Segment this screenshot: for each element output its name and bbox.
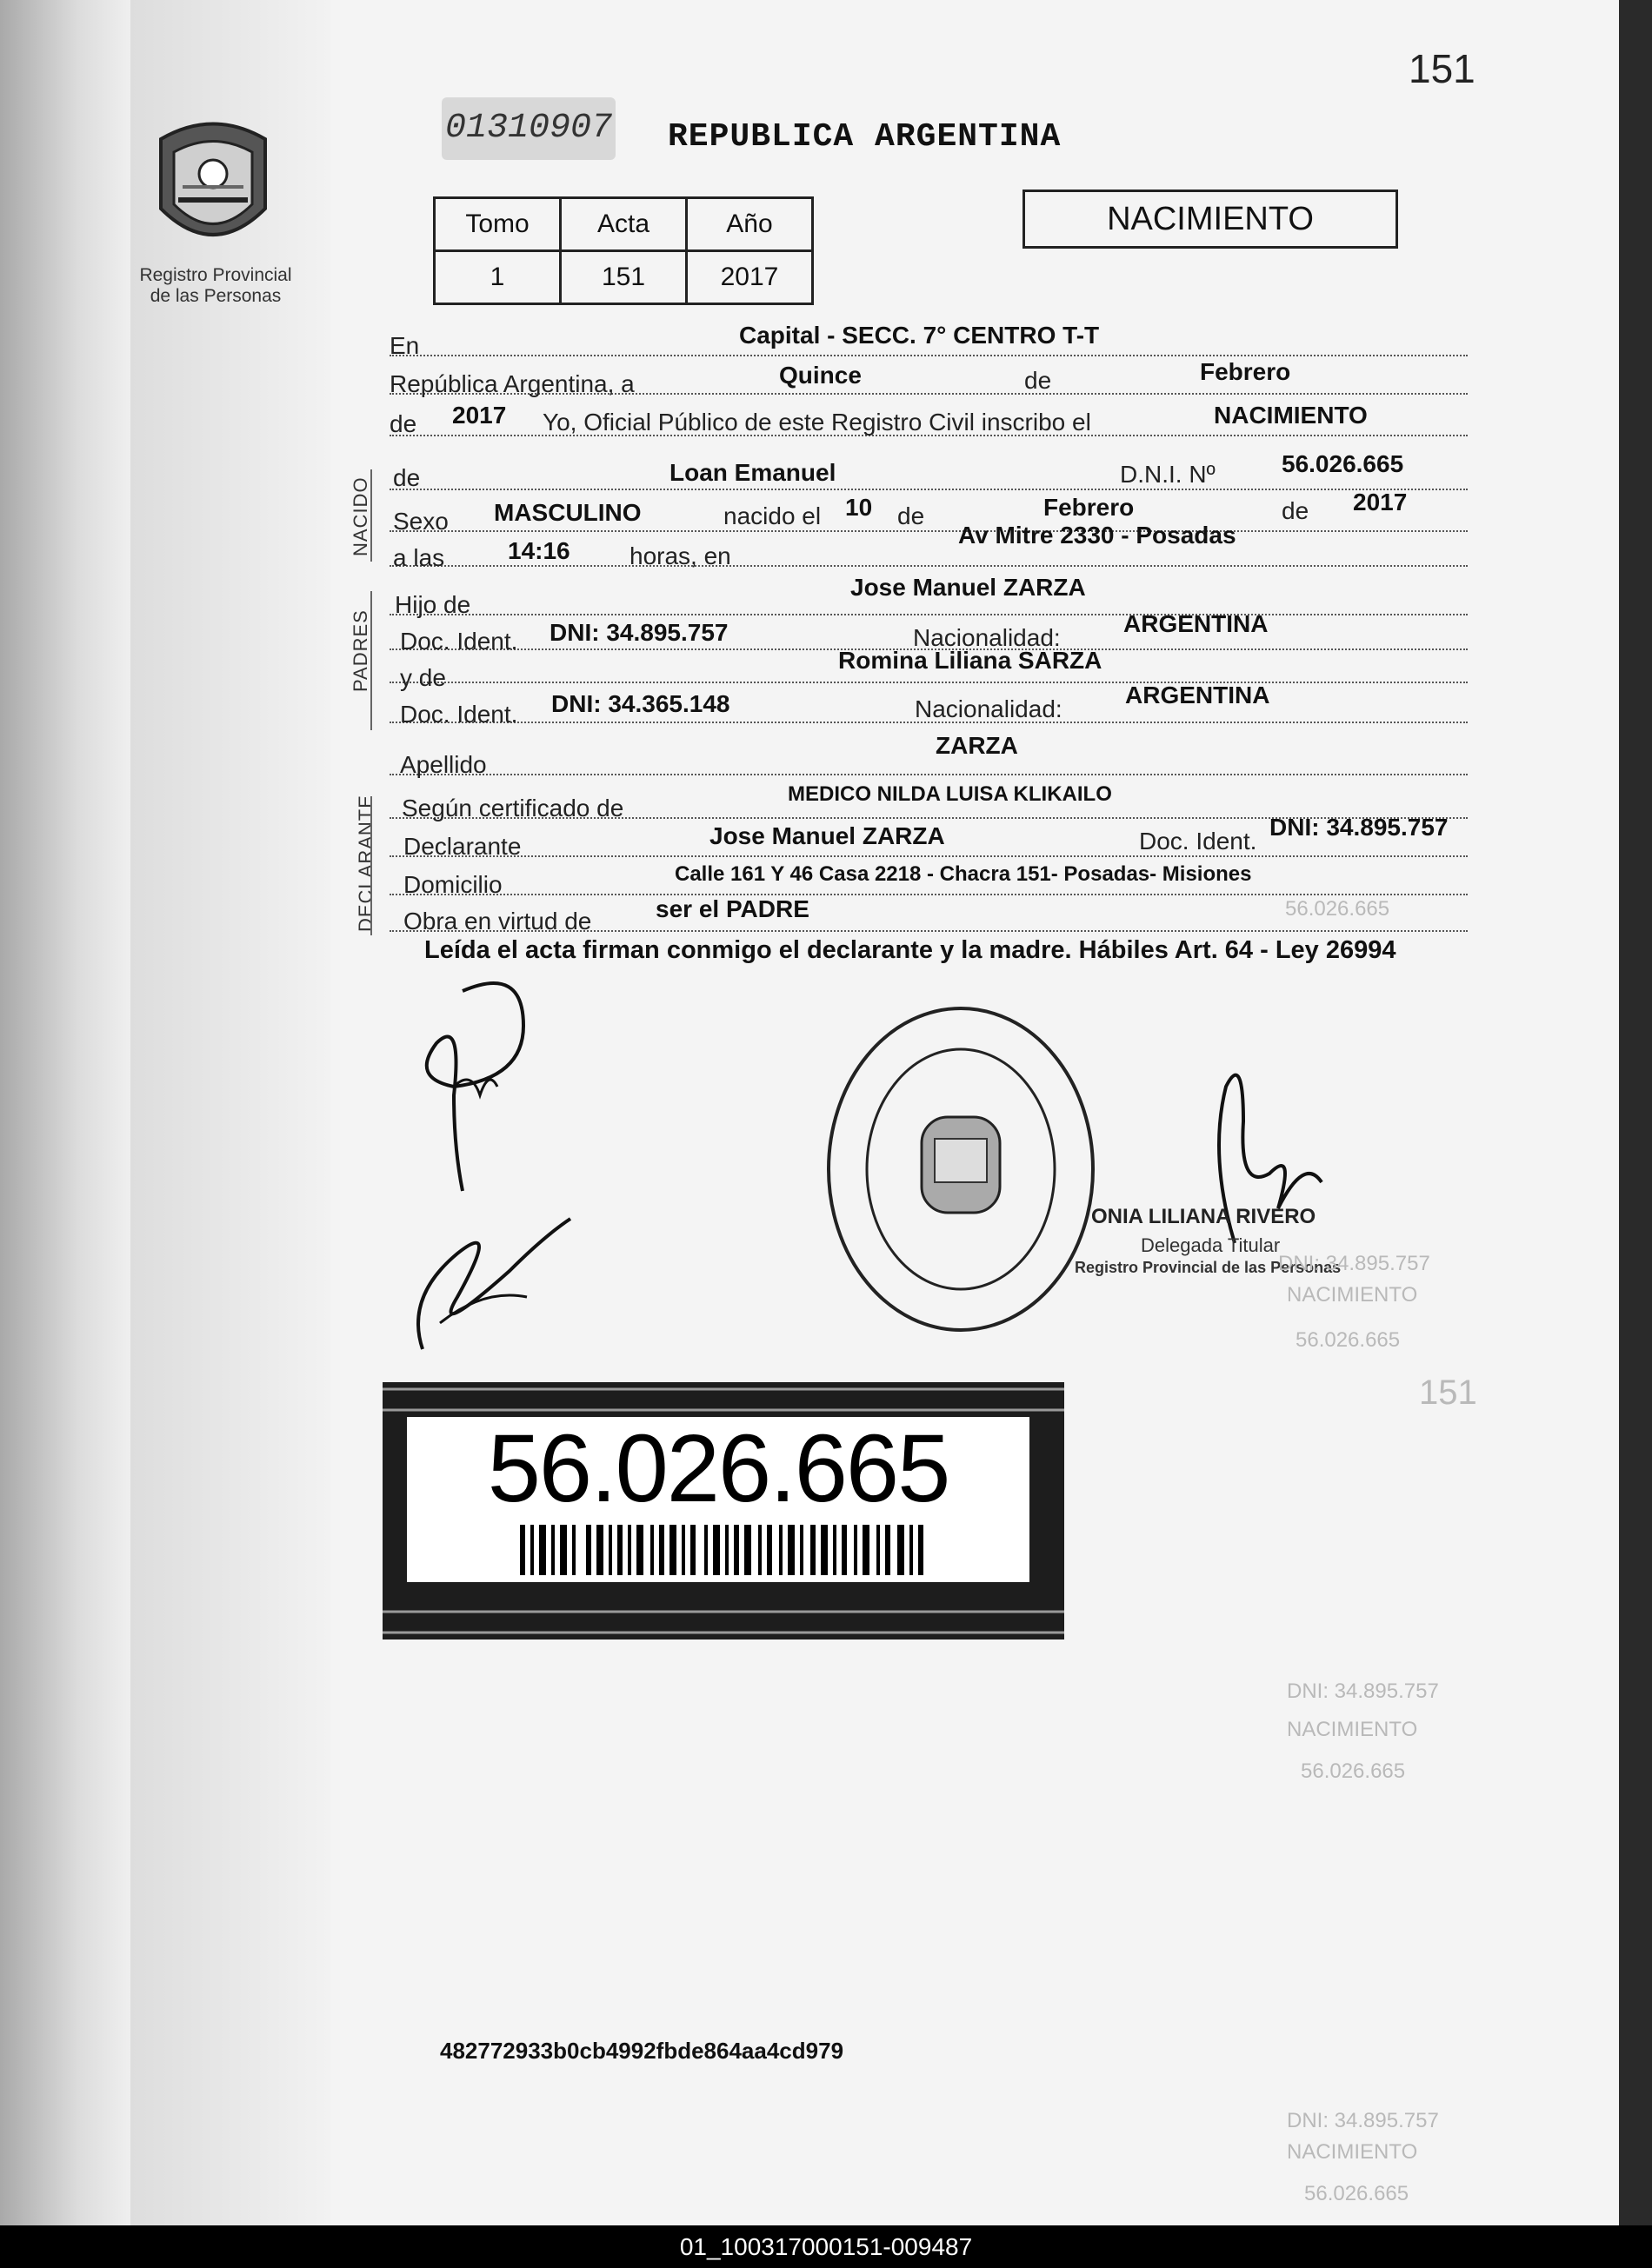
ghost-text-5: DNI: 34.895.757 (1287, 1679, 1439, 1703)
value-anio: 2017 (687, 251, 813, 304)
serial-number: 01310907 (442, 97, 616, 160)
value-domicilio: Calle 161 Y 46 Casa 2218 - Chacra 151- Posadas- Misiones (675, 862, 1252, 886)
row-madre (390, 647, 1468, 691)
label-de-anio2: de (1282, 497, 1309, 524)
barcode-icon (520, 1525, 929, 1575)
value-certificado: MEDICO NILDA LUISA KLIKAILO (788, 782, 1112, 806)
page-shadow-left (0, 0, 130, 2225)
label-de-nombre: de (393, 464, 421, 491)
value-inscribo: NACIMIENTO (1214, 402, 1368, 429)
value-dni: 56.026.665 (1282, 450, 1404, 477)
row-doc-madre (390, 682, 1468, 728)
ghost-obra: 56.026.665 (1285, 897, 1390, 921)
label-declarante: Declarante (403, 833, 522, 860)
label-de-mes: de (897, 502, 925, 529)
registry-caption-line1: Registro Provincial (139, 265, 292, 285)
side-label-padres: PADRES (350, 609, 371, 692)
official-office: Registro Provincial de las Personas (1075, 1259, 1342, 1276)
row-inscribo (390, 402, 1468, 436)
ghost-text-8: DNI: 34.895.757 (1287, 2109, 1439, 2132)
registry-caption (130, 265, 301, 307)
row-declarante (390, 814, 1468, 860)
ghost-text-7: 56.026.665 (1301, 1759, 1406, 1783)
value-nac-dia: 10 (845, 494, 873, 521)
record-table (433, 196, 814, 305)
bracket-nacido (370, 469, 381, 562)
country-title: REPUBLICA ARGENTINA (668, 118, 1062, 156)
value-en: Capital - SECC. 7° CENTRO T-T (739, 322, 1100, 349)
ghost-text-4: 151 (1419, 1373, 1477, 1412)
header-tomo: Tomo (435, 198, 561, 251)
scan-edge (1619, 0, 1652, 2225)
record-type: NACIMIENTO (1023, 190, 1398, 249)
label-apellido: Apellido (400, 751, 487, 778)
label-horas-en: horas, en (629, 542, 731, 569)
value-padre: Jose Manuel ZARZA (850, 574, 1086, 601)
ghost-text-9: NACIMIENTO (1287, 2140, 1418, 2164)
label-de-anio: de (390, 410, 417, 437)
value-obra: ser el PADRE (656, 895, 809, 922)
value-mes: Febrero (1200, 358, 1291, 385)
label-nac1: Nacionalidad: (913, 624, 1061, 651)
ghost-text-3: 56.026.665 (1296, 1328, 1401, 1352)
registry-emblem-icon (148, 113, 278, 261)
row-fecha (390, 358, 1468, 397)
row-obra (390, 895, 1468, 932)
value-lugar: Av Mitre 2330 - Posadas (958, 522, 1236, 549)
label-nacido: nacido el (723, 502, 822, 529)
closing-text: Leída el acta firman conmigo el declarante y la madre. Hábiles Art. 64 - Ley 26994 (424, 936, 1396, 964)
page-margin (130, 0, 330, 2225)
value-doc1: DNI: 34.895.757 (550, 619, 729, 646)
header-acta: Acta (561, 198, 687, 251)
id-label-sticker (383, 1382, 1064, 1639)
value-doc2: DNI: 34.365.148 (551, 690, 730, 717)
row-en (390, 322, 1468, 359)
row-sexo (390, 489, 1468, 535)
value-nac-anio: 2017 (1353, 489, 1408, 515)
signature-declarante-icon (402, 974, 550, 1200)
official-name: ONIA LILIANA RIVERO (1091, 1205, 1316, 1228)
registry-caption-line2: de las Personas (150, 286, 282, 306)
value-acta: 151 (561, 251, 687, 304)
label-en: En (390, 332, 420, 359)
label-hora: a las (393, 544, 445, 571)
value-sexo: MASCULINO (494, 499, 642, 526)
ghost-text-6: NACIMIENTO (1287, 1718, 1418, 1741)
id-label-panel (407, 1417, 1029, 1582)
value-dia: Quince (779, 362, 862, 389)
row-domicilio (390, 859, 1468, 898)
side-label-declarante: DECLARANTE (355, 795, 376, 932)
label-domicilio: Domicilio (403, 871, 503, 898)
value-nac-mes: Febrero (1043, 494, 1135, 521)
label-hijo: Hijo de (395, 591, 471, 618)
footer-id: 01_100317000151-009487 (0, 2225, 1652, 2268)
label-doc3: Doc. Ident. (1139, 828, 1257, 855)
value-apellido: ZARZA (936, 732, 1018, 759)
label-certificado: Según certificado de (402, 795, 624, 821)
value-doc3: DNI: 34.895.757 (1269, 814, 1449, 841)
value-tomo: 1 (435, 251, 561, 304)
value-anio: 2017 (452, 402, 507, 429)
label-doc1: Doc. Ident. (400, 628, 518, 655)
bracket-padres (370, 591, 381, 730)
value-hora: 14:16 (508, 537, 570, 564)
row-doc-padre (390, 610, 1468, 655)
ghost-text-10: 56.026.665 (1304, 2182, 1409, 2205)
official-title: Delegada Titular (1141, 1234, 1281, 1256)
label-obra: Obra en virtud de (403, 908, 592, 934)
label-sexo: Sexo (393, 508, 449, 535)
page-number: 151 (1409, 46, 1475, 91)
label-republica: República Argentina, a (390, 370, 635, 397)
ghost-text-1: DNI: 34.895.757 (1278, 1252, 1430, 1275)
document-hash: 482772933b0cb4992fbde864aa4cd979 (440, 2038, 844, 2064)
bracket-declarante (370, 796, 381, 935)
label-yde: y de (400, 664, 446, 691)
ghost-text-2: NACIMIENTO (1287, 1283, 1418, 1307)
row-apellido (390, 732, 1468, 778)
value-nac2: ARGENTINA (1125, 682, 1270, 708)
label-de: de (1024, 367, 1052, 394)
value-nombre: Loan Emanuel (669, 459, 836, 486)
id-label-number: 56.026.665 (487, 1415, 949, 1522)
side-label-nacido: NACIDO (350, 476, 371, 556)
value-declarante: Jose Manuel ZARZA (709, 822, 945, 849)
official-stamp-icon (822, 1000, 1100, 1339)
label-nac2: Nacionalidad: (915, 695, 1062, 722)
header-anio: Año (687, 198, 813, 251)
value-nac1: ARGENTINA (1123, 610, 1269, 637)
row-nombre (390, 450, 1468, 491)
signature-madre-icon (405, 1193, 579, 1367)
value-madre: Romina Liliana SARZA (838, 647, 1102, 674)
label-dni: D.N.I. Nº (1120, 461, 1216, 488)
label-doc2: Doc. Ident. (400, 701, 518, 728)
row-padre (390, 574, 1468, 618)
label-inscribo: Yo, Oficial Público de este Registro Civil inscribo el (543, 409, 1091, 436)
row-hora (390, 522, 1468, 571)
